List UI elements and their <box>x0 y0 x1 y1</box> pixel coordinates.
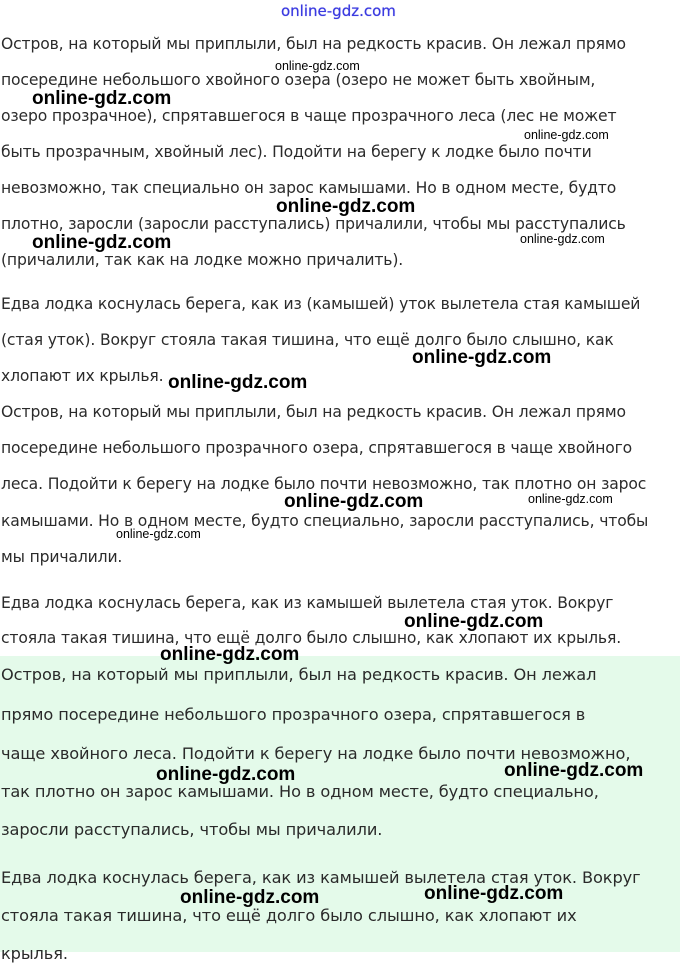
text-line: стояла такая тишина, что ещё долго было слышно, как хлопают их <box>1 906 577 925</box>
watermark: online-gdz.com <box>32 88 172 109</box>
text-line: посередине небольшого прозрачного озера, спрятавшегося в чаще хвойного <box>1 439 633 457</box>
highlighted-answer-block <box>0 656 680 963</box>
watermark: online-gdz.com <box>156 764 296 785</box>
watermark: online-gdz.com <box>160 644 300 665</box>
text-line: (стая уток). Вокруг стояла такая тишина, что ещё долго было слышно, как <box>1 331 614 349</box>
text-line: (причалили, так как на лодке можно причалить). <box>1 251 404 269</box>
watermark: online-gdz.com <box>116 527 201 541</box>
text-line: хлопают их крылья. <box>1 367 164 385</box>
watermark: online-gdz.com <box>168 372 308 393</box>
text-line: мы причалили. <box>1 548 123 566</box>
watermark: online-gdz.com <box>524 128 609 142</box>
text-line: быть прозрачным, хвойный лес). Подойти на берегу к лодке было почти <box>1 143 592 161</box>
text-line: посередине небольшого хвойного озера (озеро не может быть хвойным, <box>1 71 596 89</box>
text-line: Остров, на который мы приплыли, был на редкость красив. Он лежал прямо <box>1 403 626 421</box>
text-line: крылья. <box>1 944 68 963</box>
watermark: online-gdz.com <box>276 196 416 217</box>
watermark: online-gdz.com <box>412 347 552 368</box>
text-line: леса. Подойти к берегу на лодке было почти невозможно, так плотно он зарос <box>1 475 647 493</box>
text-line: так плотно он зарос камышами. Но в одном месте, будто специально, <box>1 782 599 801</box>
text-line: Едва лодка коснулась берега, как из камышей вылетела стая уток. Вокруг <box>1 594 614 612</box>
watermark-top: online-gdz.com <box>281 2 396 20</box>
text-line: заросли расступались, чтобы мы причалили. <box>1 820 383 839</box>
text-line: Остров, на который мы приплыли, был на редкость красив. Он лежал <box>1 665 597 684</box>
text-line: Остров, на который мы приплыли, был на редкость красив. Он лежал прямо <box>1 35 626 53</box>
watermark: online-gdz.com <box>284 491 424 512</box>
watermark: online-gdz.com <box>404 611 544 632</box>
watermark: online-gdz.com <box>180 887 320 908</box>
text-line: Едва лодка коснулась берега, как из камышей вылетела стая уток. Вокруг <box>1 868 641 887</box>
watermark: online-gdz.com <box>424 883 564 904</box>
watermark: online-gdz.com <box>32 232 172 253</box>
text-line: камышами. Но в одном месте, будто специально, заросли расступались, чтобы <box>1 512 649 530</box>
watermark: online-gdz.com <box>504 760 644 781</box>
text-line: невозможно, так специально он зарос камышами. Но в одном месте, будто <box>1 179 617 197</box>
text-line: плотно, заросли (заросли расступались) причалили, чтобы мы расступались <box>1 215 626 233</box>
text-line: Едва лодка коснулась берега, как из (камышей) уток вылетела стая камышей <box>1 295 641 313</box>
watermark: online-gdz.com <box>528 492 613 506</box>
text-line: прямо посередине небольшого прозрачного озера, спрятавшегося в <box>1 705 586 724</box>
watermark: online-gdz.com <box>275 59 360 73</box>
watermark: online-gdz.com <box>520 232 605 246</box>
text-line: чаще хвойного леса. Подойти к берегу на лодке было почти невозможно, <box>1 744 631 763</box>
text-line: озеро прозрачное), спрятавшегося в чаще прозрачного леса (лес не может <box>1 107 617 125</box>
text-line: стояла такая тишина, что ещё долго было слышно, как хлопают их крылья. <box>1 629 622 647</box>
